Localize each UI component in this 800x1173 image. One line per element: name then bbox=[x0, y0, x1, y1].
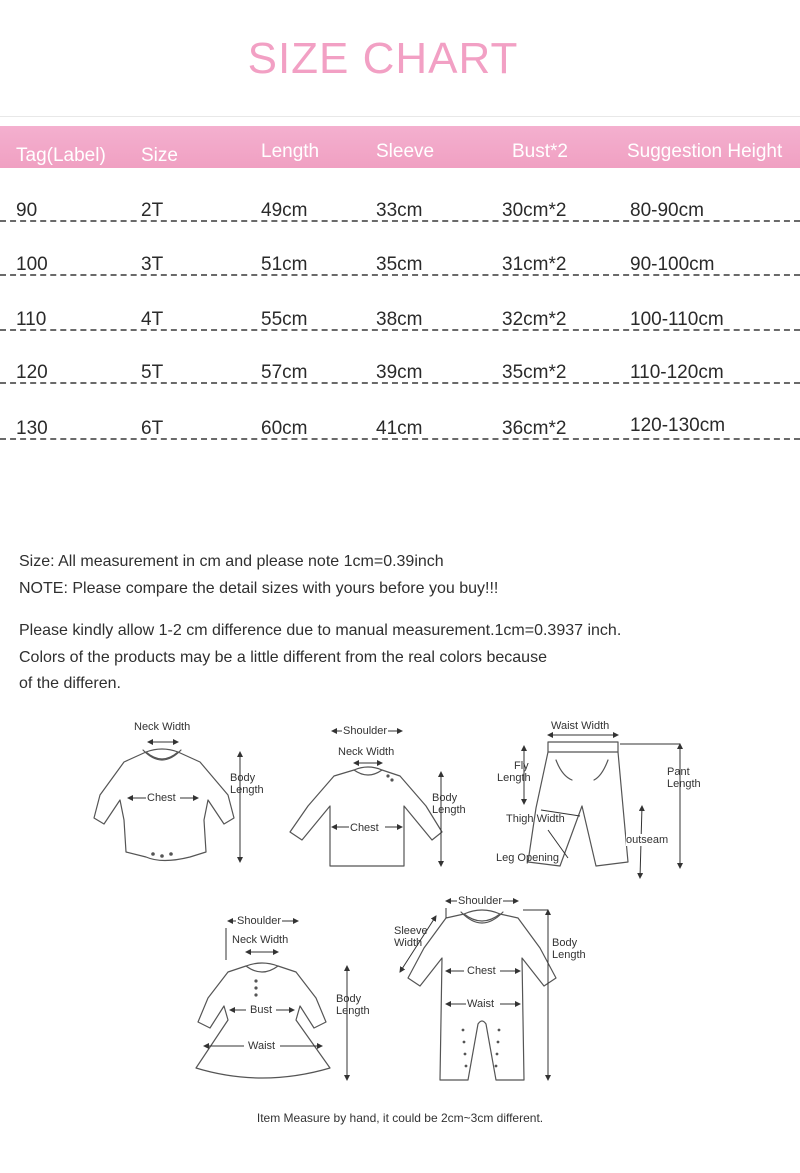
header-sleeve: Sleeve bbox=[376, 141, 435, 162]
pants-outseam-label: outseam bbox=[626, 834, 669, 846]
dress-neck-width-label: Neck Width bbox=[232, 934, 289, 946]
romper-length-label: Length bbox=[552, 949, 586, 961]
bodysuit-neck-width-label: Neck Width bbox=[134, 721, 191, 733]
cell-height: 90-100cm bbox=[630, 254, 715, 275]
table-row bbox=[0, 410, 800, 440]
romper-width-label: Width bbox=[394, 937, 423, 949]
cell-height: 80-90cm bbox=[630, 200, 704, 221]
cell-height: 100-110cm bbox=[630, 309, 724, 330]
dress-body-label: Body bbox=[336, 993, 362, 1005]
pants-fly-label: Fly bbox=[514, 760, 529, 772]
header-bust: Bust*2 bbox=[512, 141, 568, 162]
bodysuit-chest-label: Chest bbox=[147, 792, 176, 804]
cell-height: 110-120cm bbox=[630, 362, 724, 383]
cell-length: 49cm bbox=[261, 200, 308, 221]
row-divider bbox=[0, 220, 800, 222]
cell-size: 4T bbox=[141, 309, 164, 330]
tshirt-length-label: Length bbox=[432, 804, 466, 816]
pants-pant-label: Pant bbox=[667, 766, 690, 778]
cell-bust: 32cm*2 bbox=[502, 309, 567, 330]
cell-bust: 36cm*2 bbox=[502, 418, 567, 439]
row-divider bbox=[0, 382, 800, 384]
header-tag-label: Tag(Label) bbox=[16, 145, 106, 166]
romper-body-label: Body bbox=[552, 937, 578, 949]
dress-shoulder-label: Shoulder bbox=[237, 915, 282, 927]
header-length: Length bbox=[261, 141, 320, 162]
cell-bust: 35cm*2 bbox=[502, 362, 567, 383]
pants-leg-opening-label: Leg Opening bbox=[496, 852, 559, 864]
dress-bust-label: Bust bbox=[250, 1004, 273, 1016]
bodysuit-length-label: Length bbox=[230, 784, 264, 796]
table-row bbox=[0, 301, 800, 331]
footer-note: Item Measure by hand, it could be 2cm~3cm different. bbox=[256, 1111, 544, 1125]
romper-chest-label: Chest bbox=[467, 965, 496, 977]
cell-sleeve: 35cm bbox=[376, 254, 423, 275]
title-divider bbox=[0, 116, 800, 117]
cell-length: 57cm bbox=[261, 362, 308, 383]
table-row bbox=[0, 354, 800, 384]
dress-length-label: Length bbox=[336, 1005, 370, 1017]
pants-fly-length-label: Length bbox=[497, 772, 531, 784]
note-size: Size: All measurement in cm and please note 1cm=0.39inch bbox=[19, 553, 444, 570]
romper-waist-label: Waist bbox=[467, 998, 495, 1010]
garment-measurement-diagrams bbox=[0, 700, 800, 1100]
cell-size: 2T bbox=[141, 200, 164, 221]
note-colors-cont: of the differen. bbox=[19, 675, 121, 692]
cell-tag: 110 bbox=[16, 309, 47, 330]
table-header bbox=[0, 126, 800, 168]
note-colors: Colors of the products may be a little different from the real colors because bbox=[19, 649, 547, 666]
tshirt-chest-label: Chest bbox=[350, 822, 379, 834]
cell-tag: 120 bbox=[16, 362, 48, 383]
cell-bust: 30cm*2 bbox=[502, 200, 567, 221]
row-divider bbox=[0, 329, 800, 331]
header-suggestion-height: Suggestion Height bbox=[627, 141, 783, 162]
cell-length: 51cm bbox=[261, 254, 308, 275]
header-size: Size bbox=[141, 145, 178, 166]
tshirt-neck-width-label: Neck Width bbox=[338, 746, 395, 758]
cell-sleeve: 39cm bbox=[376, 362, 423, 383]
note-compare: NOTE: Please compare the detail sizes with yours before you buy!!! bbox=[19, 580, 499, 597]
cell-size: 3T bbox=[141, 254, 164, 275]
cell-length: 60cm bbox=[261, 418, 308, 439]
cell-tag: 100 bbox=[16, 254, 48, 275]
cell-size: 5T bbox=[141, 362, 164, 383]
cell-bust: 31cm*2 bbox=[502, 254, 567, 275]
row-divider bbox=[0, 438, 800, 440]
row-divider bbox=[0, 274, 800, 276]
bodysuit-body-label: Body bbox=[230, 772, 256, 784]
romper-sleeve-label: Sleeve bbox=[394, 925, 428, 937]
pants-length-label: Length bbox=[667, 778, 701, 790]
tshirt-shoulder-label: Shoulder bbox=[343, 725, 388, 737]
romper-shoulder-label: Shoulder bbox=[458, 895, 503, 907]
cell-sleeve: 38cm bbox=[376, 309, 423, 330]
cell-sleeve: 33cm bbox=[376, 200, 423, 221]
cell-height: 120-130cm bbox=[630, 415, 726, 436]
note-difference: Please kindly allow 1-2 cm difference due to manual measurement.1cm=0.3937 inch. bbox=[19, 622, 622, 639]
pants-thigh-width-label: Thigh Width bbox=[506, 813, 565, 825]
tshirt-body-label: Body bbox=[432, 792, 458, 804]
cell-size: 6T bbox=[141, 418, 164, 439]
dress-waist-label: Waist bbox=[248, 1040, 276, 1052]
cell-tag: 130 bbox=[16, 418, 48, 439]
page-title: SIZE CHART bbox=[247, 34, 519, 83]
table-row bbox=[0, 192, 800, 222]
cell-tag: 90 bbox=[16, 200, 38, 221]
pants-waist-width-label: Waist Width bbox=[551, 720, 610, 732]
cell-length: 55cm bbox=[261, 309, 308, 330]
cell-sleeve: 41cm bbox=[376, 418, 423, 439]
table-row bbox=[0, 246, 800, 276]
